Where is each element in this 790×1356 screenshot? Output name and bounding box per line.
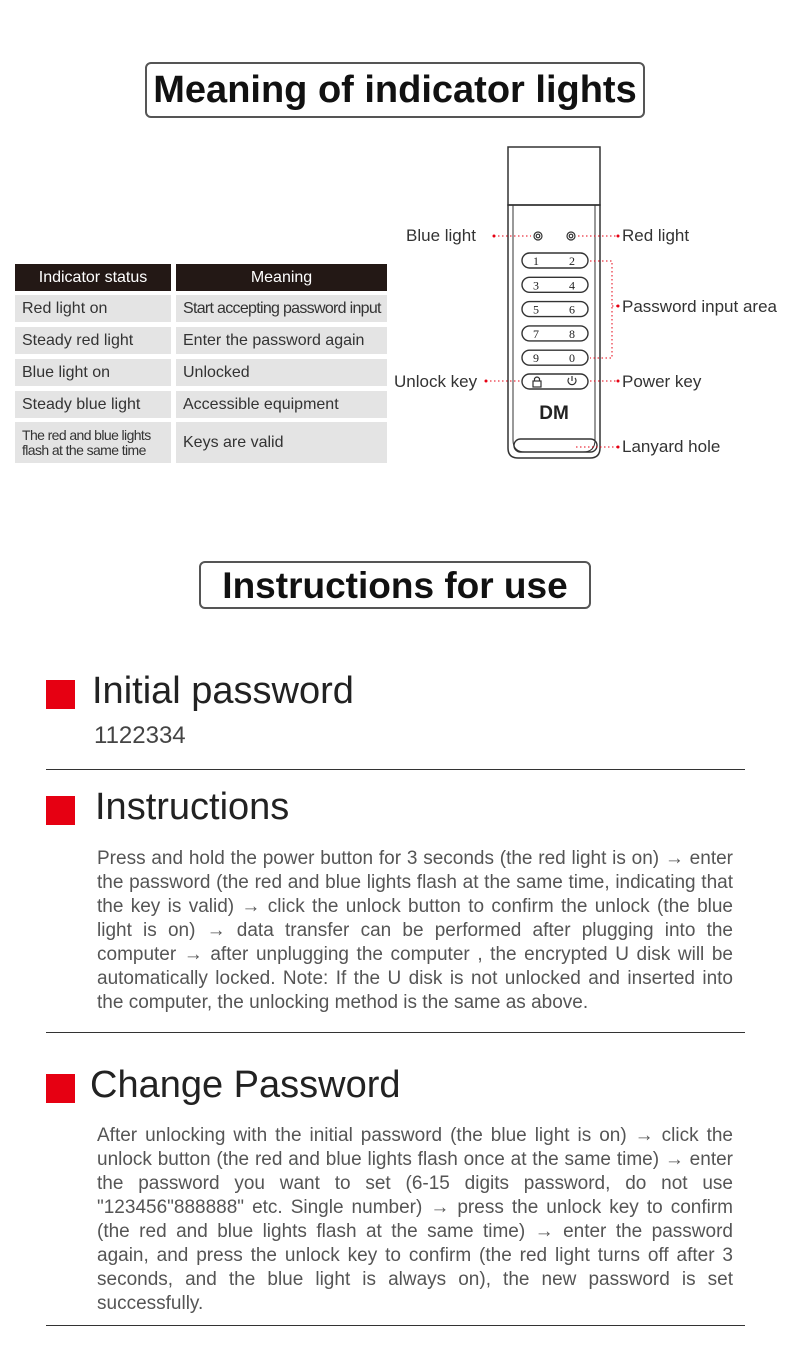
keypad-digit: 4 (569, 278, 575, 293)
section-marker (46, 796, 75, 825)
label-blue-light: Blue light (406, 226, 476, 245)
keypad-digit: 5 (533, 302, 539, 317)
divider (46, 1032, 745, 1033)
initial-password-value: 1122334 (94, 722, 186, 749)
table-row-meaning: Keys are valid (176, 422, 387, 463)
change-password-text: After unlocking with the initial password (the blue light is on) → click the unlock button (the red and blue lights flash once at the same time) → enter the password you want to set (6-15 digits password, do not use "123456"888888" etc. Single number) → press the unlock key to confirm (the red and blue lights flash at the same time) → enter the password again, and press the unlock key to confirm (the red light turns off after 3 seconds, and the blue light is always on), the new password is set successfully. (97, 1125, 733, 1314)
table-row-status: Steady red light (15, 327, 171, 354)
instructions-heading: Instructions (95, 786, 290, 828)
keypad-digit: 0 (569, 351, 575, 366)
table-row-meaning: Enter the password again (176, 327, 387, 354)
table-header-meaning: Meaning (176, 264, 387, 291)
keypad-digit: 3 (533, 278, 539, 293)
label-power-key: Power key (622, 372, 702, 391)
keypad-digit: 2 (569, 254, 575, 268)
label-unlock-key: Unlock key (394, 372, 478, 391)
change-password-heading: Change Password (90, 1064, 401, 1106)
table-row-meaning: Unlocked (176, 359, 387, 386)
section-marker (46, 680, 75, 709)
divider (46, 769, 745, 770)
table-header-status: Indicator status (15, 264, 171, 291)
indicator-lights-title: Meaning of indicator lights (145, 62, 645, 118)
keypad-digit: 6 (569, 302, 575, 317)
initial-password-heading: Initial password (92, 670, 354, 712)
table-row-meaning: Start accepting password input (176, 295, 387, 322)
keypad-digit: 7 (533, 326, 539, 341)
keypad-digit: 8 (569, 326, 575, 341)
label-password-area: Password input area (622, 297, 777, 316)
divider (46, 1325, 745, 1326)
table-row-status: Steady blue light (15, 391, 171, 418)
instructions-text: Press and hold the power button for 3 seconds (the red light is on) → enter the password (the red and blue lights flash at the same time, indicating that the key is valid) → click the unlock button to confirm the unlock (the blue light is on) → data transfer can be performed after plugging into the computer → after unplugging the computer , the encrypted U disk will be automatically locked. Note: If the U disk is not unlocked and inserted into the computer, the unlocking method is the same as above. (97, 848, 733, 1013)
keypad-digit: 9 (533, 351, 539, 366)
table-row-status: Red light on (15, 295, 171, 322)
table-row-status: Blue light on (15, 359, 171, 386)
device-brand-logo: DM (539, 403, 569, 424)
section-marker (46, 1074, 75, 1103)
instructions-title: Instructions for use (199, 561, 591, 609)
table-row-status: The red and blue lights flash at the same time (15, 422, 171, 463)
label-red-light: Red light (622, 226, 690, 245)
table-row-meaning: Accessible equipment (176, 391, 387, 418)
keypad-digit: 1 (533, 254, 539, 268)
label-lanyard-hole: Lanyard hole (622, 437, 721, 456)
